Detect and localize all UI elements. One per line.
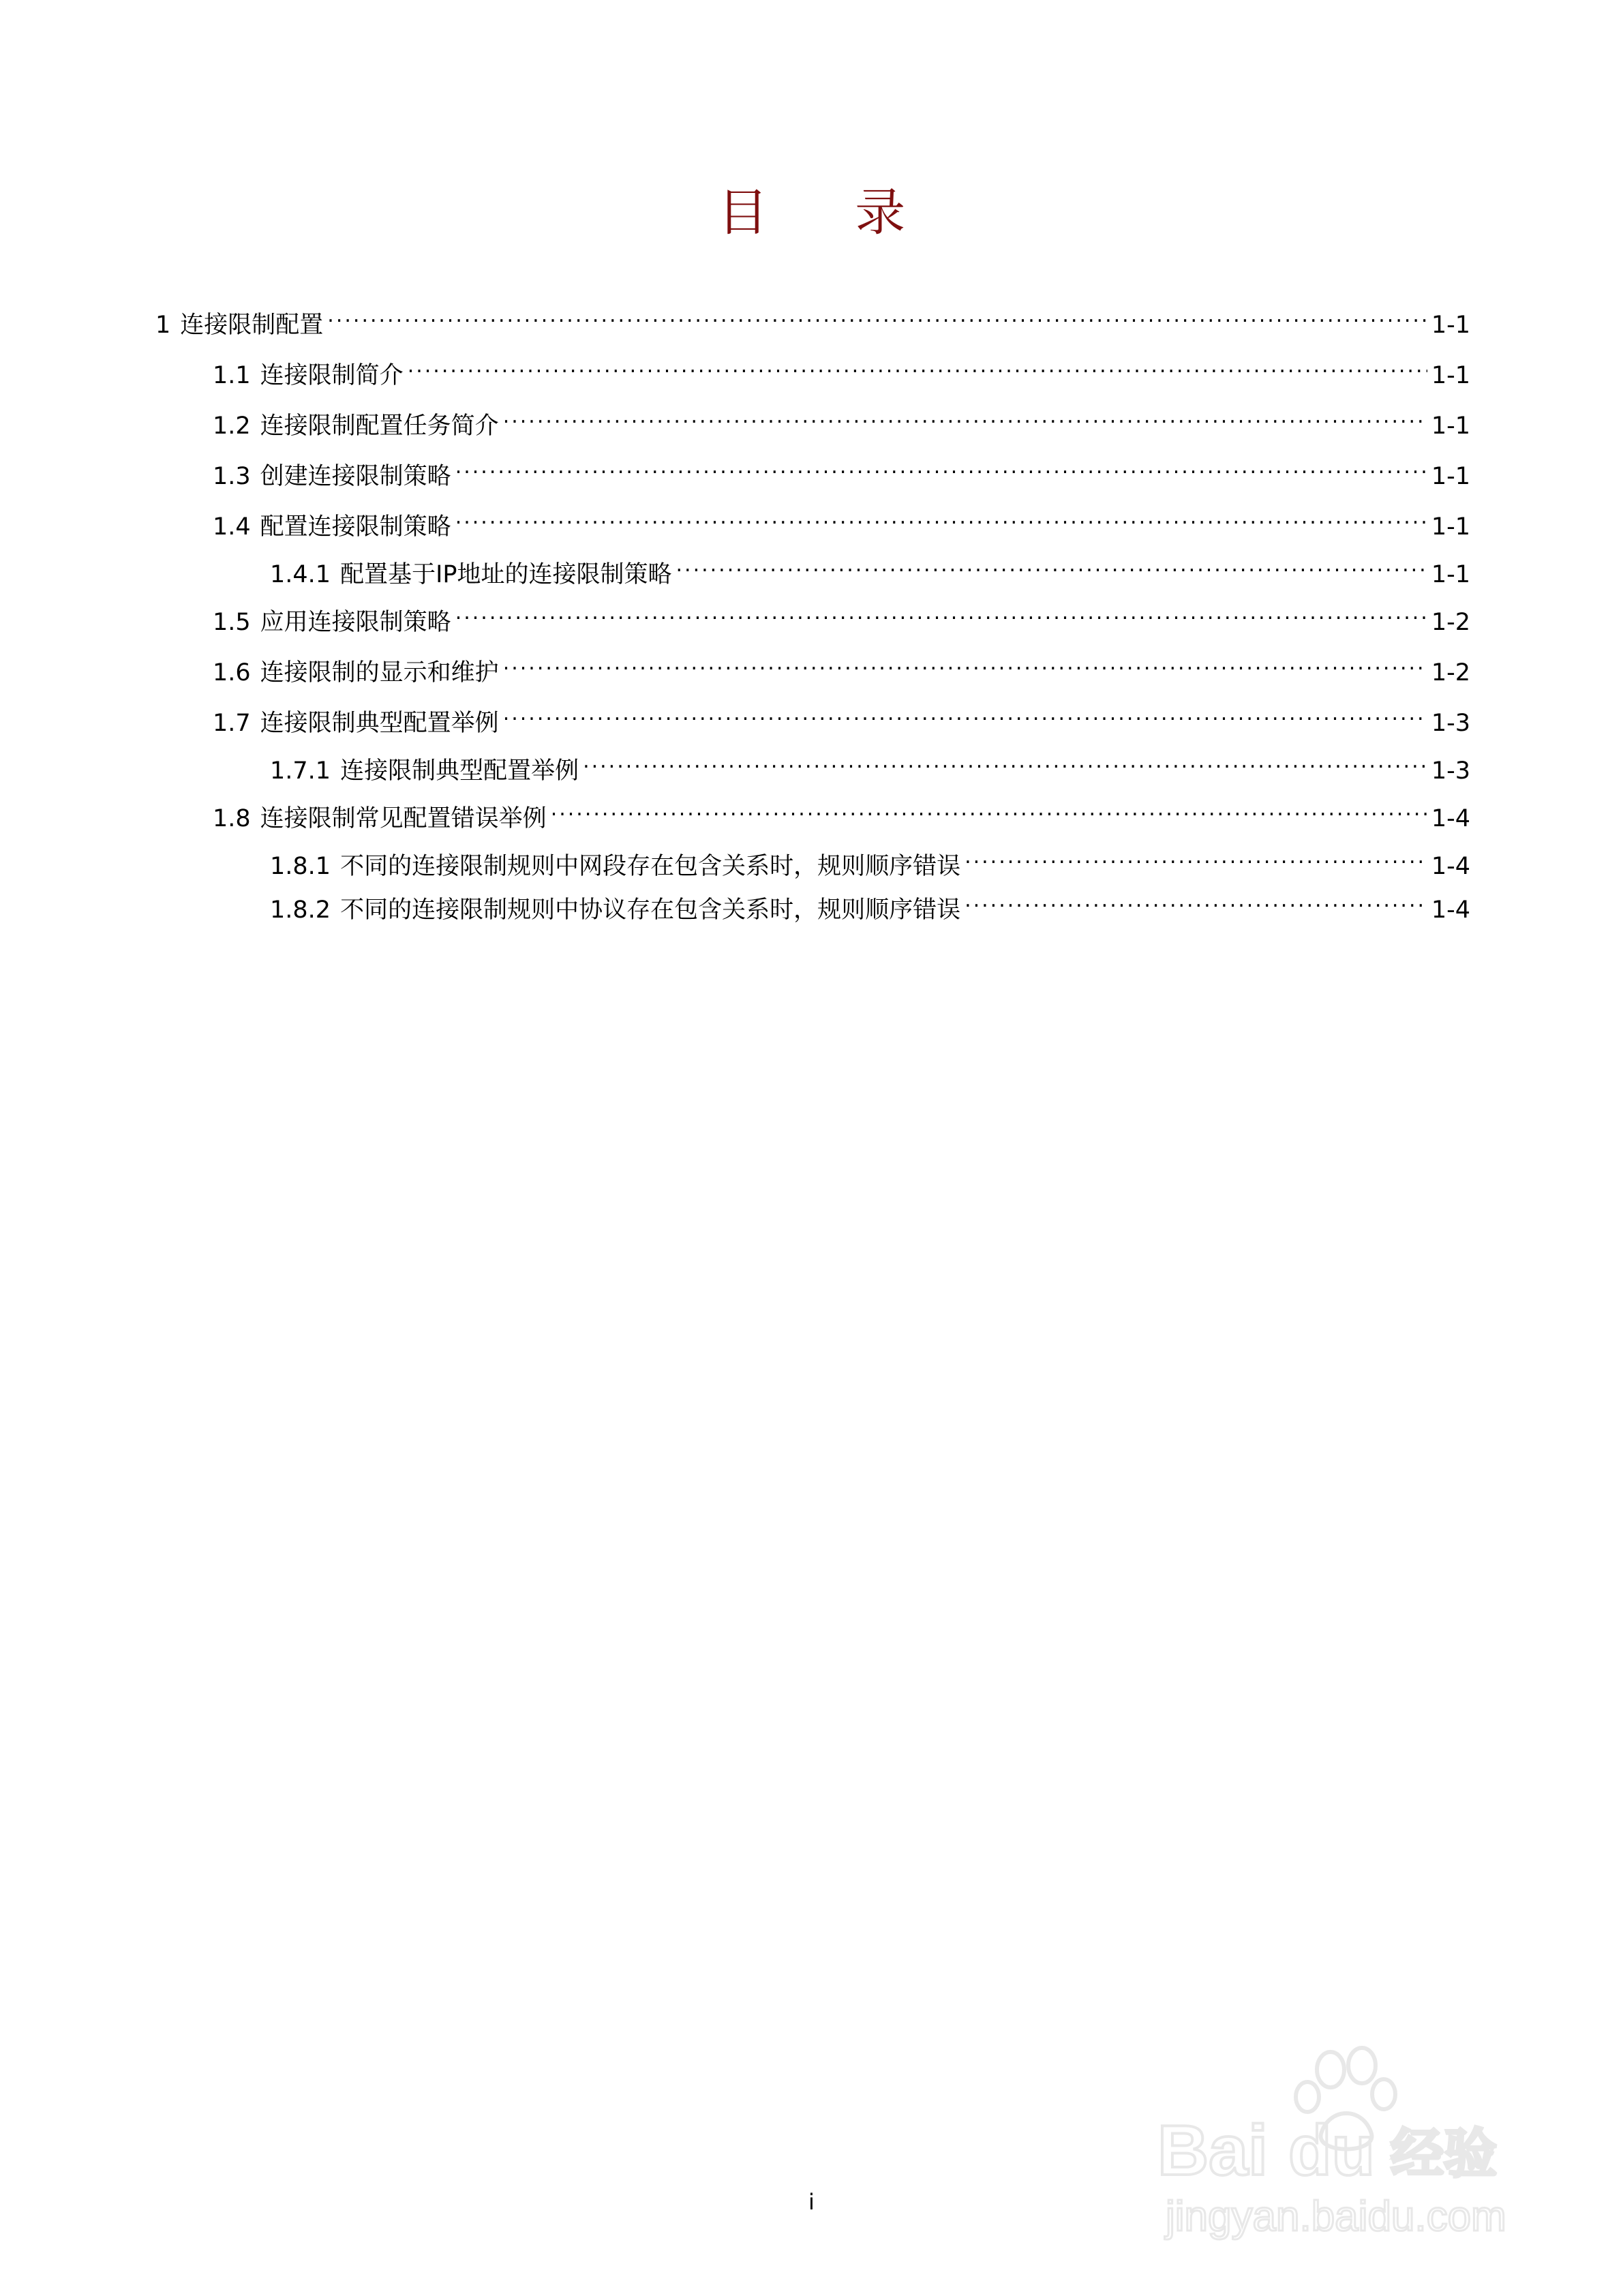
page-number: i bbox=[808, 2189, 815, 2215]
toc-entry-page: 1-1 bbox=[1431, 561, 1470, 588]
toc-entry-label: 不同的连接限制规则中网段存在包含关系时，规则顺序错误 bbox=[340, 853, 961, 880]
toc-entry-page: 1-1 bbox=[1431, 412, 1470, 440]
toc-entry-number: 1.2 bbox=[213, 412, 251, 440]
toc-entry[interactable] bbox=[213, 697, 1470, 737]
toc-dot-leader bbox=[327, 299, 1427, 333]
toc-entry-page: 1-1 bbox=[1431, 513, 1470, 541]
toc-entry-number: 1.1 bbox=[213, 362, 251, 389]
toc-entry-label: 应用连接限制策略 bbox=[260, 609, 451, 636]
toc-dot-leader bbox=[551, 792, 1427, 826]
toc-dot-leader bbox=[965, 883, 1427, 918]
toc-entry-label: 不同的连接限制规则中协议存在包含关系时，规则顺序错误 bbox=[340, 896, 961, 924]
toc-entry-label: 连接限制典型配置举例 bbox=[260, 710, 499, 737]
toc-entry[interactable] bbox=[213, 349, 1470, 389]
toc-entry-page: 1-1 bbox=[1431, 312, 1470, 339]
toc-entry-label: 连接限制配置 bbox=[180, 312, 324, 339]
toc-entry[interactable] bbox=[213, 450, 1470, 490]
toc-entry-label: 连接限制典型配置举例 bbox=[340, 757, 579, 785]
toc-entry[interactable] bbox=[213, 399, 1470, 440]
toc-entry-page: 1-4 bbox=[1431, 805, 1470, 832]
watermark-jingyan-text: 经验 bbox=[1391, 2124, 1498, 2185]
toc-entry[interactable] bbox=[213, 500, 1470, 541]
toc-entry-number: 1.7 bbox=[213, 710, 251, 737]
toc-dot-leader bbox=[408, 349, 1427, 383]
toc-dot-leader bbox=[676, 548, 1427, 582]
toc-entry-label: 配置连接限制策略 bbox=[260, 513, 451, 541]
toc-dot-leader bbox=[455, 450, 1427, 484]
toc-entry-page: 1-2 bbox=[1431, 659, 1470, 686]
toc-entry-number: 1 bbox=[155, 312, 171, 339]
toc-dot-leader bbox=[965, 840, 1427, 874]
toc-entry-label: 创建连接限制策略 bbox=[260, 463, 451, 490]
toc-entry-page: 1-1 bbox=[1431, 362, 1470, 389]
watermark-du-text: du bbox=[1288, 2111, 1376, 2190]
toc-entry-page: 1-2 bbox=[1431, 609, 1470, 636]
toc-dot-leader bbox=[583, 744, 1427, 779]
toc-dot-leader bbox=[455, 500, 1427, 534]
toc-dot-leader bbox=[455, 596, 1427, 630]
toc-dot-leader bbox=[503, 646, 1427, 680]
toc-entry-label: 连接限制常见配置错误举例 bbox=[260, 805, 547, 832]
baidu-jingyan-watermark-logo bbox=[1145, 2038, 1527, 2243]
toc-entry[interactable] bbox=[270, 548, 1470, 588]
toc-entry-page: 1-1 bbox=[1431, 463, 1470, 490]
toc-entry-page: 1-4 bbox=[1431, 896, 1470, 924]
toc-entry[interactable] bbox=[213, 792, 1470, 832]
toc-entry-page: 1-4 bbox=[1431, 853, 1470, 880]
toc-entry-number: 1.5 bbox=[213, 609, 251, 636]
toc-entry-number: 1.6 bbox=[213, 659, 251, 686]
toc-entry-label: 连接限制配置任务简介 bbox=[260, 412, 499, 440]
toc-entry-number: 1.8.2 bbox=[270, 896, 331, 924]
toc-entry-label: 连接限制简介 bbox=[260, 362, 404, 389]
toc-entry[interactable] bbox=[270, 744, 1470, 785]
toc-entry[interactable] bbox=[270, 840, 1470, 880]
toc-entry-number: 1.8.1 bbox=[270, 853, 331, 880]
watermark-url-text: jingyan.baidu.com bbox=[1166, 2193, 1506, 2240]
toc-entry-number: 1.4.1 bbox=[270, 561, 331, 588]
page-title: 目 录 bbox=[717, 183, 941, 242]
toc-entry-label: 连接限制的显示和维护 bbox=[260, 659, 499, 686]
toc-entry-label: 配置基于IP地址的连接限制策略 bbox=[340, 561, 672, 588]
toc-dot-leader bbox=[503, 697, 1427, 731]
toc-entry-number: 1.4 bbox=[213, 513, 251, 541]
toc-entry-page: 1-3 bbox=[1431, 757, 1470, 785]
toc-dot-leader bbox=[503, 399, 1427, 434]
toc-entry-number: 1.7.1 bbox=[270, 757, 331, 785]
toc-entry[interactable] bbox=[213, 646, 1470, 686]
toc-entry[interactable] bbox=[155, 299, 1470, 339]
toc-entry-page: 1-3 bbox=[1431, 710, 1470, 737]
toc-entry-number: 1.8 bbox=[213, 805, 251, 832]
toc-entry[interactable] bbox=[213, 596, 1470, 636]
toc-entry-number: 1.3 bbox=[213, 463, 251, 490]
watermark-brand-text: Bai bbox=[1157, 2111, 1268, 2190]
toc-entry[interactable] bbox=[270, 883, 1470, 924]
